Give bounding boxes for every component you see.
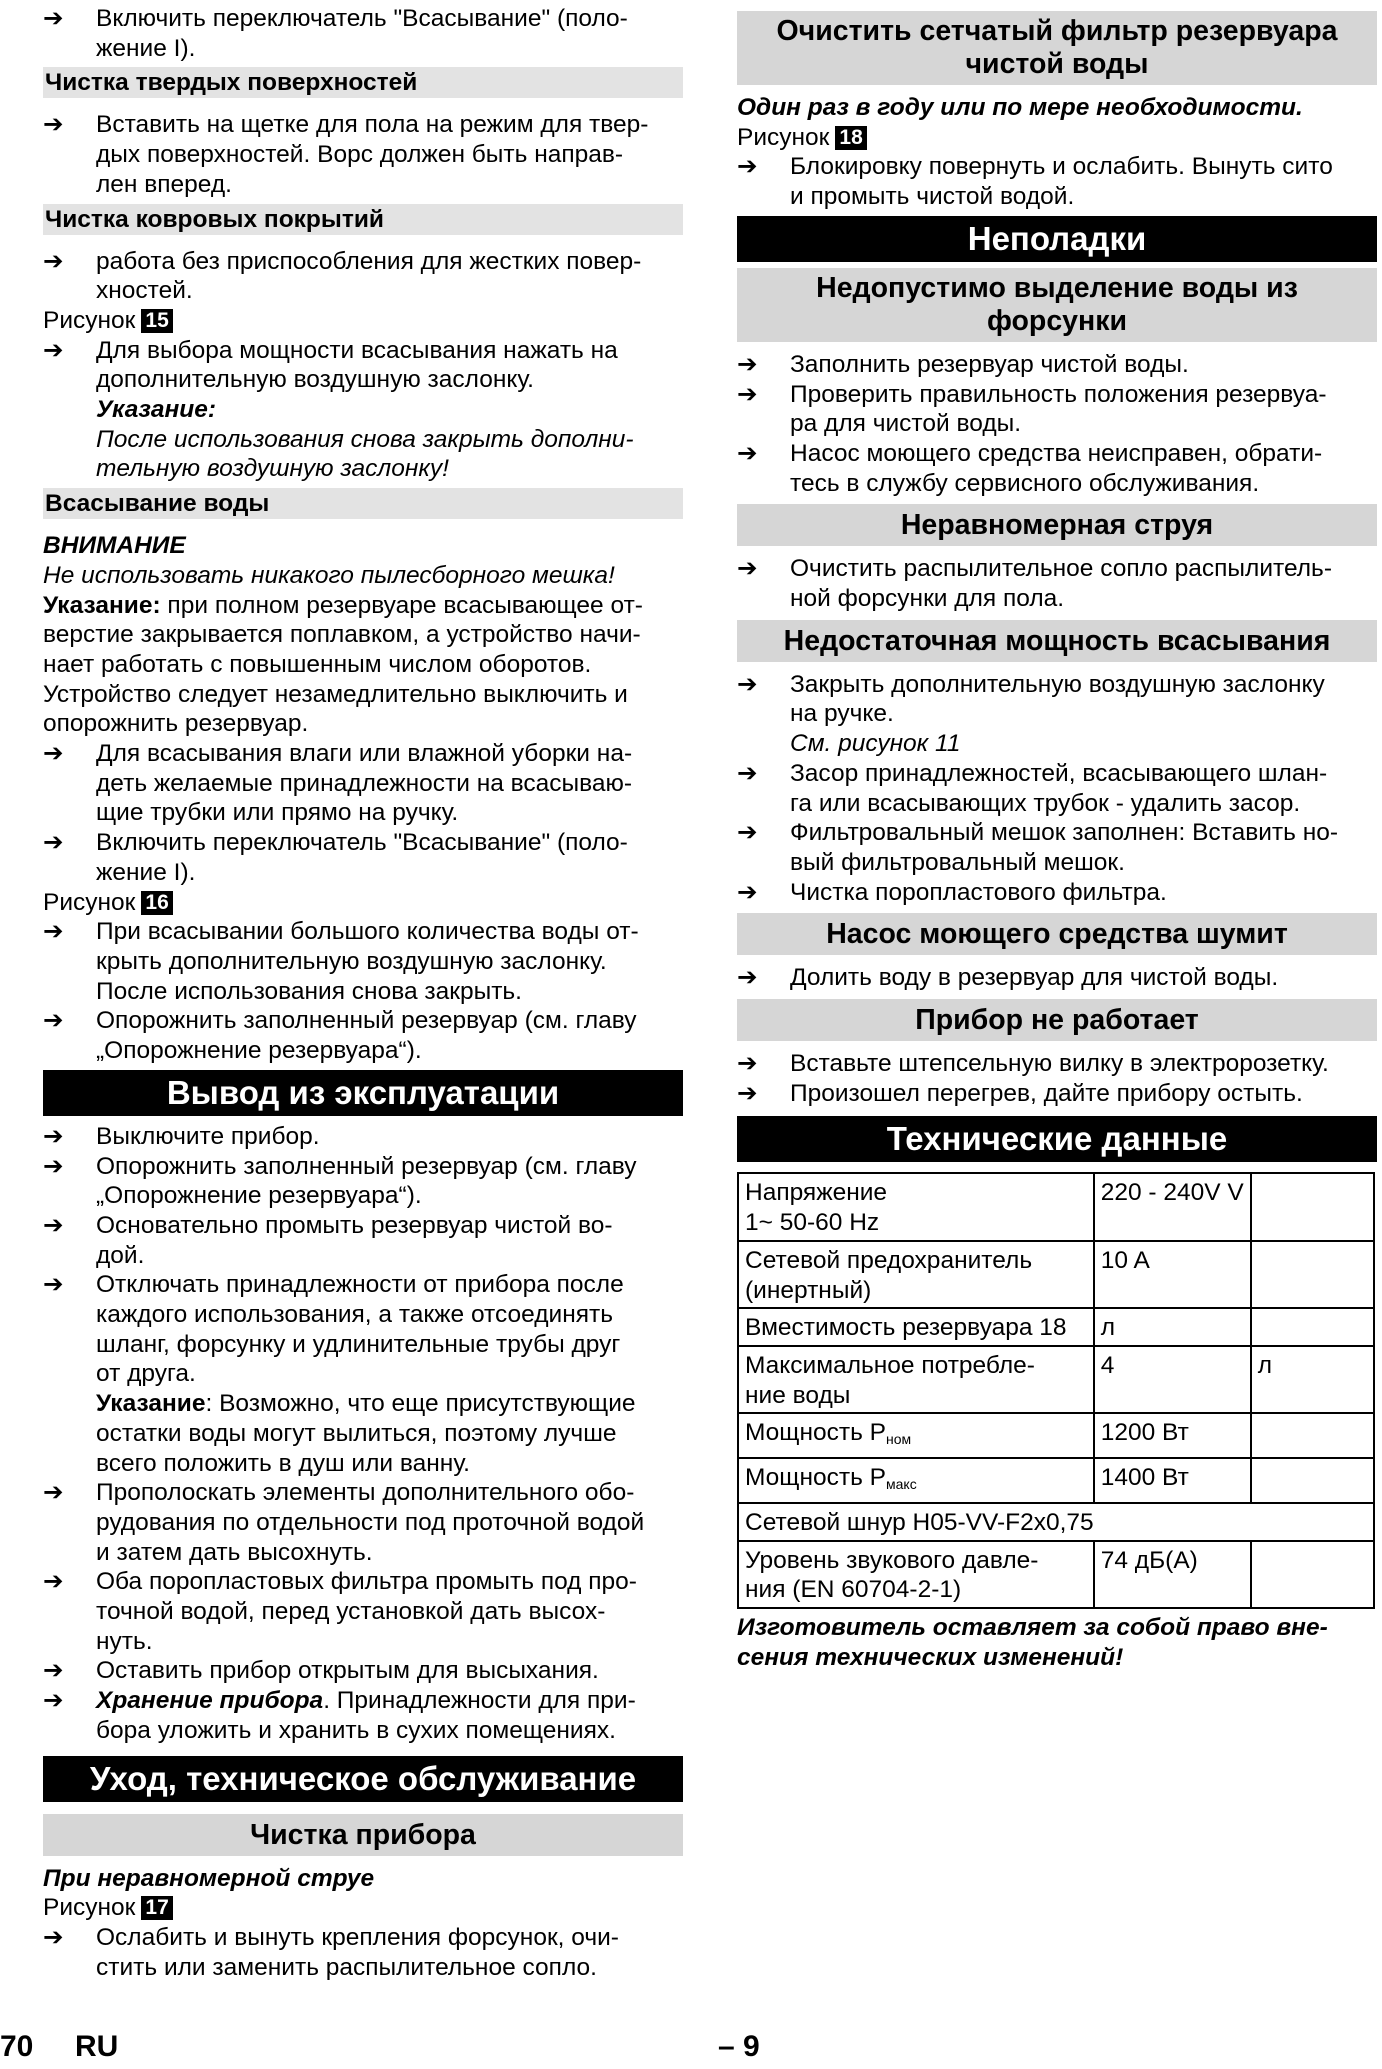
figure-ref: Рисунок 16 <box>43 888 683 918</box>
list-item: ➔ Фильтровальный мешок заполнен: Вставить но- <box>737 819 1339 847</box>
page-number-left: 70 <box>0 2030 34 2063</box>
arrow-icon: ➔ <box>737 153 758 181</box>
list-item: ➔ Отключать принадлежности от прибора после <box>43 1271 624 1299</box>
list-item: ➔ Опорожнить заполненный резервуар (см. главу <box>43 1007 637 1035</box>
arrow-icon: ➔ <box>43 336 64 364</box>
list-item: ➔ Блокировку повернуть и ослабить. Вынуть сито <box>737 153 1333 181</box>
figure-ref: Рисунок 17 <box>43 1893 683 1923</box>
arrow-icon: ➔ <box>737 439 758 467</box>
table-row: Мощность $P_{ном}$ 1200 Вт <box>738 1413 1374 1458</box>
arrow-icon: ➔ <box>737 1079 758 1107</box>
section-heading: Чистка ковровых покрытий <box>43 204 683 235</box>
arrow-icon: ➔ <box>737 670 758 698</box>
note-text: После использования снова закрыть дополни- <box>96 425 634 453</box>
right-column: Очистить сетчатый фильтр резервуара чистой воды Один раз в году или по мере необходимости. Рисунок 18 ➔ Блокировку повернуть и ослабить. Вынуть сито и промыть чистой водой. Неполадки Недопустимо выделение воды из форсунки ➔ Заполнить резервуар чистой воды. ➔ Проверить правильность положения резервуа- ра для чистой воды. ➔ Насос моющего средства неисправен, обрати- тесь в службу сервисного обслуживания. Неравномерная струя ➔ Очистить распылительное сопло распылитель- ной форсунки для пола. Недостаточная мощность всасывания ➔ Закрыть дополнительную воздушную заслонку на ручке. См. рисунок 11 ➔ Засор принадлежностей, всасывающего шлан- га или всасывающих трубок - удалить засор. ➔ Фильтровальный мешок заполнен: Вставить но- вый фильтровальный мешок. ➔ Чистка поропластового фильтра. Насос моющего средства шумит ➔ Долить воду в резервуар для чистой воды. Прибор не работает ➔ Вставьте штепсельную вилку в электророзетку. ➔ Произошел перегрев, дайте прибору остыть. Технические данные Напряжение 1~ 50-60 Hz 220 - 240V V Сетевой предохранитель (инертный) 10 A Вместимость резервуара 18 л Максимальное потребле- ние воды 4 л Мощность $P_{ном}$ 1200 Вт Мощность $P_{макс}$ 1400 Вт Сетевой шнур H05-VV-F2x0,75 Уровень звукового давле- ния (EN 60704-2-1) 74 дБ(A) Изготовитель оставляет за собой право вне- сения технических изменений! <box>737 0 1377 1672</box>
list-item: ➔ Оставить прибор открытым для высыхания. <box>43 1657 599 1685</box>
chapter-heading: Уход, техническое обслуживание <box>43 1756 683 1802</box>
list-item: ➔ Выключите прибор. <box>43 1122 320 1150</box>
arrow-icon: ➔ <box>43 1152 64 1180</box>
section-heading: Недопустимо выделение воды из форсунки <box>737 268 1377 342</box>
section-heading: Чистка твердых поверхностей <box>43 67 683 98</box>
arrow-icon: ➔ <box>737 819 758 847</box>
arrow-icon: ➔ <box>43 247 64 275</box>
table-row: Вместимость резервуара 18 л <box>738 1308 1374 1346</box>
arrow-icon: ➔ <box>737 1050 758 1078</box>
list-item: ➔ Долить воду в резервуар для чистой воды. <box>737 964 1279 992</box>
language-code: RU <box>75 2030 119 2063</box>
disclaimer: Изготовитель оставляет за собой право вне- <box>737 1613 1328 1641</box>
warning-label: ВНИМАНИЕ <box>43 532 186 560</box>
arrow-icon: ➔ <box>43 1923 64 1951</box>
table-row: Уровень звукового давле- ния (EN 60704-2-1) 74 дБ(A) <box>738 1541 1374 1608</box>
list-item: ➔ Включить переключатель "Всасывание" (поло- <box>43 829 628 857</box>
list-item: ➔ Оба поропластовых фильтра промыть под про- <box>43 1568 637 1596</box>
chapter-heading: Технические данные <box>737 1116 1377 1162</box>
arrow-icon: ➔ <box>43 740 64 768</box>
arrow-icon: ➔ <box>43 1271 64 1299</box>
list-item: ➔ Насос моющего средства неисправен, обрати- <box>737 439 1323 467</box>
list-item: ➔ Опорожнить заполненный резервуар (см. главу <box>43 1152 637 1180</box>
list-item: ➔ работа без приспособления для жестких повер- <box>43 247 642 275</box>
chapter-heading: Вывод из эксплуатации <box>43 1070 683 1116</box>
warning-text: Не использовать никакого пылесборного мешка! <box>43 561 615 589</box>
section-heading: Чистка прибора <box>43 1814 683 1856</box>
list-item: ➔ Прополоскать элементы дополнительного обо- <box>43 1479 635 1507</box>
section-heading: Недостаточная мощность всасывания <box>737 620 1377 662</box>
arrow-icon: ➔ <box>43 1122 64 1150</box>
section-heading: Прибор не работает <box>737 999 1377 1041</box>
list-item: ➔ Заполнить резервуар чистой воды. <box>737 350 1189 378</box>
arrow-icon: ➔ <box>737 878 758 906</box>
section-heading: Насос моющего средства шумит <box>737 913 1377 955</box>
table-row: Напряжение 1~ 50-60 Hz 220 - 240V V <box>738 1173 1374 1240</box>
list-item: ➔ Произошел перегрев, дайте прибору остыть. <box>737 1079 1303 1107</box>
arrow-icon: ➔ <box>43 5 64 32</box>
arrow-icon: ➔ <box>43 111 64 139</box>
list-item: ➔ Вставить на щетке для пола на режим для твер- <box>43 111 649 139</box>
list-item: ➔ Включить переключатель "Всасывание" (поло- <box>43 5 628 32</box>
tech-data-table <box>737 1172 1375 1608</box>
arrow-icon: ➔ <box>737 964 758 992</box>
list-item: ➔ Для выбора мощности всасывания нажать на <box>43 336 618 364</box>
figure-number-badge: 16 <box>141 891 172 915</box>
figure-number-badge: 17 <box>141 1896 172 1920</box>
arrow-icon: ➔ <box>737 380 758 408</box>
figure-number-badge: 18 <box>835 126 866 150</box>
chapter-heading: Неполадки <box>737 216 1377 262</box>
list-item: ➔ Вставьте штепсельную вилку в электророзетку. <box>737 1050 1329 1078</box>
arrow-icon: ➔ <box>43 1687 64 1715</box>
section-heading: Всасывание воды <box>43 488 683 519</box>
figure-ref: Рисунок 15 <box>43 306 683 336</box>
list-item: ➔ Проверить правильность положения резервуа- <box>737 380 1327 408</box>
arrow-icon: ➔ <box>43 1479 64 1507</box>
list-item: ➔ Закрыть дополнительную воздушную заслонку <box>737 670 1325 698</box>
left-column: ➔ Включить переключатель "Всасывание" (поло- жение I). Чистка твердых поверхностей ➔ Вставить на щетке для пола на режим для твер- дых поверхностей. Ворс должен быть направ- лен вперед. Чистка ковровых покрытий ➔ работа без приспособления для жестких повер- хностей. Рисунок 15 ➔ Для выбора мощности всасывания нажать на дополнительную воздушную заслонку. Указание: После использования снова закрыть дополни- тельную воздушную заслонку! Всасывание воды ВНИМАНИЕ Не использовать никакого пылесборного мешка! Указание: при полном резервуаре всасывающее от- верстие закрывается поплавком, а устройство начи- нает работать с повышенным числом оборотов. Устройство следует незамедлительно выключить и опорожнить резервуар. ➔ Для всасывания влаги или влажной уборки на- деть желаемые принадлежности на всасываю- щие трубки или прямо на ручку. ➔ Включить переключатель "Всасывание" (поло- жение I). Рисунок 16 ➔ При всасывании большого количества воды от- крыть дополнительную воздушную заслонку. После использования снова закрыть. ➔ Опорожнить заполненный резервуар (см. главу „Опорожнение резервуара“). Вывод из эксплуатации ➔ Выключите прибор. ➔ Опорожнить заполненный резервуар (см. главу „Опорожнение резервуара“). ➔ Основательно промыть резервуар чистой во- дой. ➔ Отключать принадлежности от прибора после каждого использования, а также отсоединять шланг, форсунку и удлинительные трубы друг от друга. Указание: Возможно, что еще присутствующие остатки воды могут вылиться, поэтому лучше всего положить в душ или ванну. ➔ Прополоскать элементы дополнительного обо- рудования по отдельности под проточной водой и затем дать высохнуть. ➔ Оба поропластовых фильтра промыть под про- точной водой, перед установкой дать высох- нуть. ➔ Оставить прибор открытым для высыхания. ➔ Хранение прибора. Принадлежности для при- бора уложить и хранить в сухих помещениях. Уход, техническое обслуживание Чистка прибора При неравномерной струе Рисунок 17 ➔ Ослабить и вынуть крепления форсунок, очи- стить или заменить распылительное сопло. <box>43 0 683 1982</box>
note-label: Указание: <box>96 396 216 424</box>
list-item: ➔ Хранение прибора. Принадлежности для при- <box>43 1687 636 1715</box>
section-heading: Неравномерная струя <box>737 504 1377 546</box>
table-row: Сетевой предохранитель (инертный) 10 A <box>738 1241 1374 1308</box>
list-item: ➔ Ослабить и вынуть крепления форсунок, очи- <box>43 1923 619 1951</box>
table-row: Максимальное потребле- ние воды 4 л <box>738 1346 1374 1413</box>
list-item: ➔ При всасывании большого количества воды от- <box>43 918 639 946</box>
table-row: Сетевой шнур H05-VV-F2x0,75 <box>738 1503 1374 1541</box>
arrow-icon: ➔ <box>737 350 758 378</box>
arrow-icon: ➔ <box>43 829 64 857</box>
arrow-icon: ➔ <box>43 1568 64 1596</box>
list-item: ➔ Для всасывания влаги или влажной уборки на- <box>43 740 633 768</box>
page-number-right: – 9 <box>718 2030 760 2063</box>
section-heading: Очистить сетчатый фильтр резервуара чистой воды <box>737 11 1377 85</box>
arrow-icon: ➔ <box>43 918 64 946</box>
arrow-icon: ➔ <box>43 1211 64 1239</box>
arrow-icon: ➔ <box>43 1657 64 1685</box>
arrow-icon: ➔ <box>43 1007 64 1035</box>
list-item: ➔ Основательно промыть резервуар чистой во- <box>43 1211 613 1239</box>
table-row: Мощность $P_{макс}$ 1400 Вт <box>738 1458 1374 1503</box>
subheading: При неравномерной струе <box>43 1864 375 1892</box>
list-item: ➔ Чистка поропластового фильтра. <box>737 878 1167 906</box>
figure-number-badge: 15 <box>141 309 172 333</box>
subheading: Один раз в году или по мере необходимости. <box>737 94 1303 121</box>
arrow-icon: ➔ <box>737 759 758 787</box>
figure-ref: Рисунок 18 <box>737 123 1377 153</box>
arrow-icon: ➔ <box>737 555 758 583</box>
list-item: ➔ Засор принадлежностей, всасывающего шлан- <box>737 759 1328 787</box>
list-item: ➔ Очистить распылительное сопло распылитель- <box>737 555 1332 583</box>
